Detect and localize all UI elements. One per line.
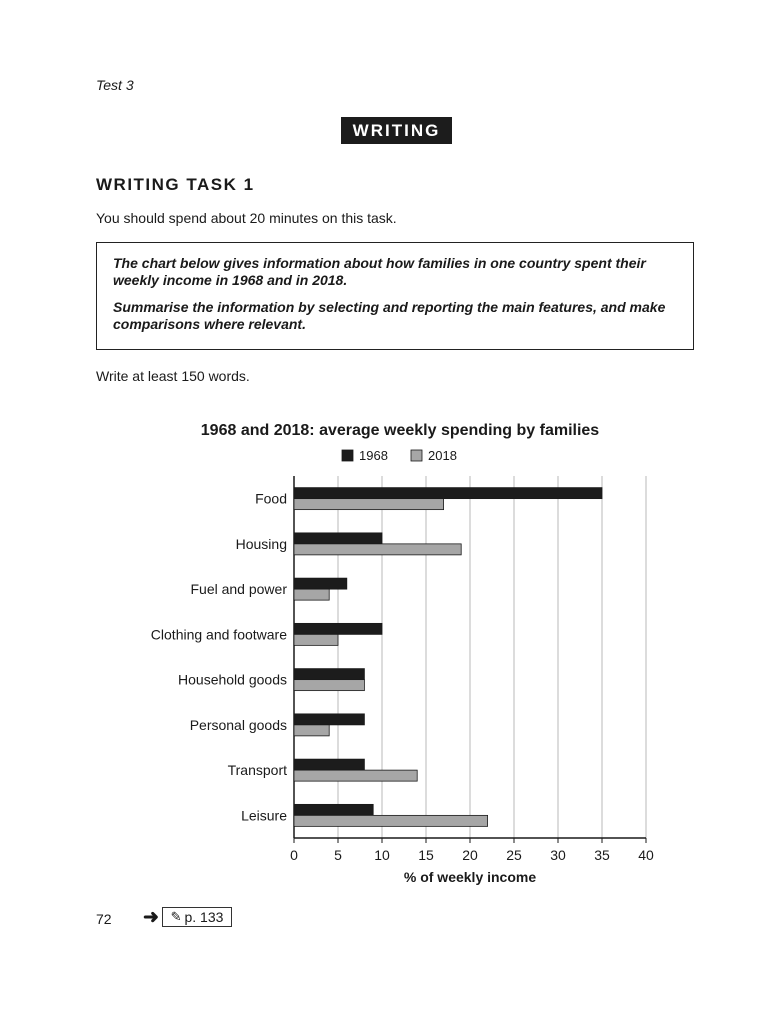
bar-2018 <box>294 589 329 600</box>
bar-1968 <box>294 669 364 680</box>
time-note: You should spend about 20 minutes on this task. <box>96 210 397 226</box>
legend-swatch <box>411 450 422 461</box>
bar-1968 <box>294 488 602 499</box>
category-label: Food <box>255 490 287 507</box>
x-tick-label: 20 <box>462 847 478 863</box>
x-axis-label: % of weekly income <box>403 869 537 885</box>
legend-label: 1968 <box>359 448 388 463</box>
x-tick-label: 30 <box>550 847 566 863</box>
bar-2018 <box>294 499 444 510</box>
category-label: Household goods <box>178 671 287 688</box>
category-label: Transport <box>227 762 287 779</box>
test-label: Test 3 <box>96 77 134 93</box>
legend-label: 2018 <box>428 448 457 463</box>
x-tick-label: 10 <box>374 847 390 863</box>
bar-1968 <box>294 533 382 544</box>
x-tick-label: 40 <box>638 847 654 863</box>
bar-1968 <box>294 804 373 815</box>
bar-2018 <box>294 770 417 781</box>
page-reference-text: p. 133 <box>184 909 224 925</box>
prompt-instruction: Summarise the information by selecting and reporting the main features, and make comparisons where relevant. <box>113 299 666 332</box>
category-label: Leisure <box>241 807 287 824</box>
bar-1968 <box>294 578 347 589</box>
section-banner: WRITING <box>341 117 452 144</box>
x-tick-label: 25 <box>506 847 522 863</box>
word-count-note: Write at least 150 words. <box>96 368 250 384</box>
x-tick-label: 15 <box>418 847 434 863</box>
x-tick-label: 0 <box>290 847 298 863</box>
arrow-right-icon: ➜ <box>143 907 159 928</box>
bar-2018 <box>294 815 488 826</box>
bar-2018 <box>294 680 364 691</box>
bar-2018 <box>294 634 338 645</box>
x-tick-label: 5 <box>334 847 342 863</box>
chart-title: 1968 and 2018: average weekly spending by families <box>200 422 600 439</box>
category-label: Housing <box>235 535 287 552</box>
x-tick-label: 35 <box>594 847 610 863</box>
category-label: Personal goods <box>189 716 287 733</box>
bar-2018 <box>294 725 329 736</box>
legend-swatch <box>342 450 353 461</box>
prompt-description: The chart below gives information about how families in one country spent their weekly income in 1968 and in 2018. <box>113 255 646 288</box>
category-label: Clothing and footware <box>150 626 287 643</box>
category-label: Fuel and power <box>190 581 287 598</box>
page-number: 72 <box>96 911 112 927</box>
pencil-icon: ✎ <box>170 909 182 924</box>
task-prompt-box <box>96 242 694 350</box>
bar-1968 <box>294 759 364 770</box>
task-heading: WRITING TASK 1 <box>96 175 255 194</box>
page-reference[interactable] <box>162 907 232 927</box>
bar-1968 <box>294 623 382 634</box>
bar-1968 <box>294 714 364 725</box>
bar-chart <box>0 410 768 890</box>
bar-2018 <box>294 544 461 555</box>
